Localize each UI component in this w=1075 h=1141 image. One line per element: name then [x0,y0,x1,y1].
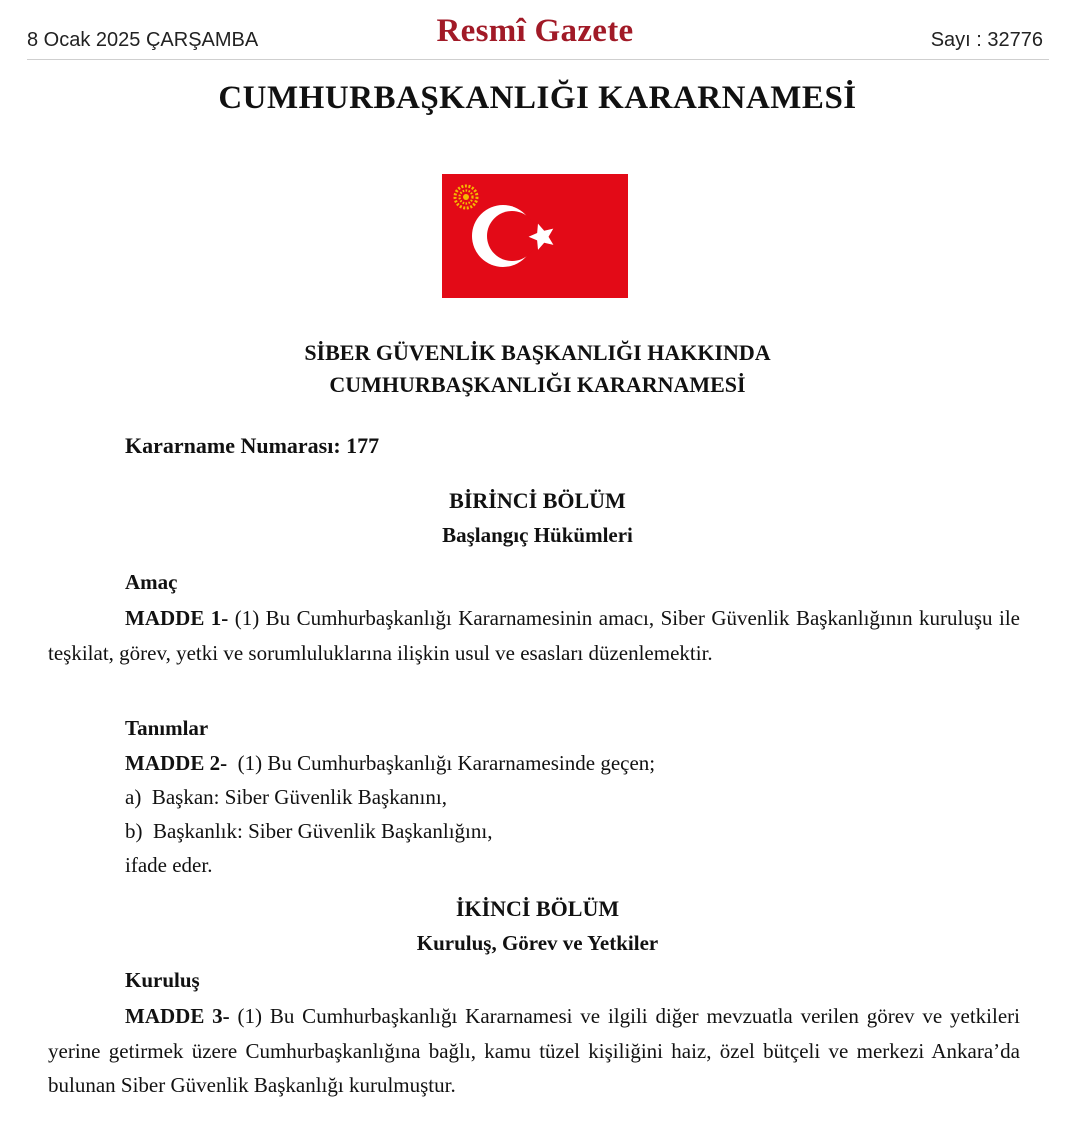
article-2-heading: Tanımlar [125,716,209,740]
article-3-body [48,999,1020,1103]
article-3-label: MADDE 3- [125,1004,230,1028]
article-2-intro [125,751,655,776]
article-2-closing: ifade eder. [125,853,213,877]
definition-a: a) Başkan: Siber Güvenlik Başkanını, [125,785,447,809]
decree-title [0,337,1075,401]
article-3-heading: Kuruluş [125,968,200,992]
masthead-divider [27,59,1049,60]
gazette-title: Resmî Gazete [436,13,634,49]
section-2-title: Kuruluş, Görev ve Yetkiler [416,931,659,955]
decree-title-line-1: SİBER GÜVENLİK BAŞKANLIĞI HAKKINDA [304,340,771,365]
turkish-flag-icon [442,174,628,298]
publication-date: 8 Ocak 2025 ÇARŞAMBA [27,29,259,51]
article-2-label: MADDE 2- [125,751,228,775]
section-1-title: Başlangıç Hükümleri [442,523,633,547]
article-1-body [48,601,1020,670]
article-1-heading: Amaç [125,570,178,594]
section-1-number: BİRİNCİ BÖLÜM [449,488,626,513]
decree-title-line-2: CUMHURBAŞKANLIĞI KARARNAMESİ [329,372,746,397]
article-1-text: (1) Bu Cumhurbaşkanlığı Kararnamesinin amacı, Siber Güvenlik Başkanlığının kuruluşu ile teşkilat, görev, yetki ve sorumluluklarına ilişkin usul ve esasları düzenlemektir. [48,606,1020,665]
section-2-number: İKİNCİ BÖLÜM [455,896,620,921]
definition-b: b) Başkanlık: Siber Güvenlik Başkanlığını, [125,819,493,843]
issue-number: Sayı : 32776 [930,29,1043,51]
article-2-text: (1) Bu Cumhurbaşkanlığı Kararnamesinde geçen; [227,751,656,775]
page-title: CUMHURBAŞKANLIĞI KARARNAMESİ [218,80,857,116]
article-3-text: (1) Bu Cumhurbaşkanlığı Kararnamesi ve ilgili diğer mevzuatla verilen görev ve yetkileri yerine getirmek üzere Cumhurbaşkanlığına bağlı, kamu tüzel kişiliğini haiz, özel bütçeli ve merkezi Ankara’da bulunan Siber Güvenlik Başkanlığı kurulmuştur. [48,1004,1020,1097]
masthead [27,8,1043,58]
decree-number: Kararname Numarası: 177 [125,433,380,458]
article-1-label: MADDE 1- [125,606,229,630]
